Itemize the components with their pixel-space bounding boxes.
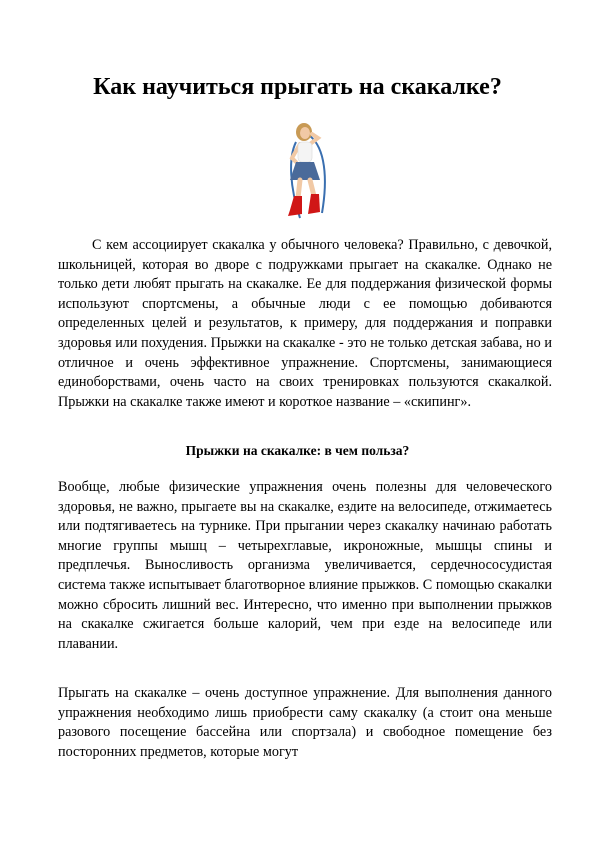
girl-with-jump-rope-illustration	[270, 118, 350, 228]
benefits-paragraph: Вообще, любые физические упражнения очень полезны для человеческого здоровья, не важно, прыгаете вы на скакалке, ездите на велосипеде, отжимаетесь или подтягиваетесь на турнике. При прыгании через скакалку начинаю работать многие группы мышц – четырехглавые, икроножные, мышцы спины и предплечья. Выносливость организма увеличивается, сердечнососудистая система также испытывает благотворное влияние прыжков. С помощью скакалки можно сбросить лишний вес. Интересно, что именно при выполнении прыжков на скакалке сжигается больше калорий, чем при езде на велосипеде или плавании.	[58, 479, 552, 652]
intro-paragraph: С кем ассоциирует скакалка у обычного человека? Правильно, с девочкой, школьницей, которая во дворе с подружками прыгает на скакалке. Однако не только дети любят прыгать на скакалке. Ее для поддержания физической формы используют спортсмены, а обычные люди с ее помощью добиваются определенных целей и результатов, к примеру, для поддержания и поправки здоровья или похудения. Прыжки на скакалке - это не только детская забава, но и отличное и очень эффективное упражнение. Спортсмены, занимающиеся единоборствами, очень часто на своих тренировках пользуются скакалкой. Прыжки на скакалке также имеют и короткое название – «скипинг».	[58, 237, 552, 410]
document-title: Как научиться прыгать на скакалке?	[93, 74, 502, 100]
accessibility-paragraph: Прыгать на скакалке – очень доступное упражнение. Для выполнения данного упражнения необходимо лишь приобрести саму скакалку (а стоит она меньше разового посещение бассейна или спортзала) и свободное помещение без посторонних предметов, которые могут	[58, 685, 552, 760]
section-subheading: Прыжки на скакалке: в чем польза?	[185, 443, 410, 458]
